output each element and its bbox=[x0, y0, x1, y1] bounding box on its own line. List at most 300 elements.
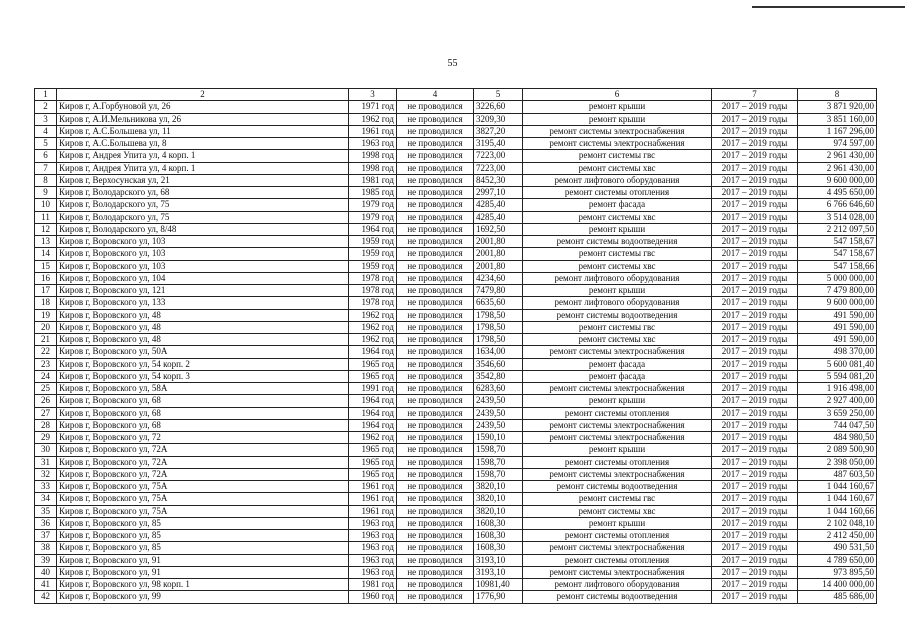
period-cell: 2017 – 2019 годы bbox=[712, 297, 798, 309]
address-cell: Киров г, Андрея Упита ул, 4 корп. 1 bbox=[57, 162, 349, 174]
last-repair-cell: не проводился bbox=[397, 517, 474, 529]
cost-cell: 547 158,67 bbox=[798, 236, 877, 248]
column-number: 1 bbox=[35, 89, 57, 101]
build-year-cell: 1961 год bbox=[349, 125, 397, 137]
address-cell: Киров г, Воровского ул, 72А bbox=[57, 456, 349, 468]
build-year-cell: 1963 год bbox=[349, 517, 397, 529]
period-cell: 2017 – 2019 годы bbox=[712, 334, 798, 346]
address-cell: Киров г, Воровского ул, 121 bbox=[57, 285, 349, 297]
work-type-cell: ремонт лифтового оборудования bbox=[523, 174, 712, 186]
period-cell: 2017 – 2019 годы bbox=[712, 493, 798, 505]
work-type-cell: ремонт системы гвс bbox=[523, 493, 712, 505]
cost-cell: 744 047,50 bbox=[798, 419, 877, 431]
table-row bbox=[35, 432, 877, 444]
area-cell: 3226,60 bbox=[474, 101, 523, 113]
address-cell: Киров г, Воровского ул, 85 bbox=[57, 542, 349, 554]
period-cell: 2017 – 2019 годы bbox=[712, 223, 798, 235]
work-type-cell: ремонт системы гвс bbox=[523, 248, 712, 260]
last-repair-cell: не проводился bbox=[397, 505, 474, 517]
table-row bbox=[35, 248, 877, 260]
last-repair-cell: не проводился bbox=[397, 370, 474, 382]
last-repair-cell: не проводился bbox=[397, 285, 474, 297]
area-cell: 2001,80 bbox=[474, 248, 523, 260]
area-cell: 3542,80 bbox=[474, 370, 523, 382]
area-cell: 1608,30 bbox=[474, 530, 523, 542]
work-type-cell: ремонт системы отопления bbox=[523, 530, 712, 542]
address-cell: Киров г, Воровского ул, 50А bbox=[57, 346, 349, 358]
row-number-cell: 8 bbox=[35, 174, 57, 186]
area-cell: 1598,70 bbox=[474, 468, 523, 480]
cost-cell: 973 895,50 bbox=[798, 566, 877, 578]
build-year-cell: 1985 год bbox=[349, 187, 397, 199]
area-cell: 2001,80 bbox=[474, 260, 523, 272]
cost-cell: 491 590,00 bbox=[798, 309, 877, 321]
row-number-cell: 33 bbox=[35, 481, 57, 493]
area-cell: 4285,40 bbox=[474, 211, 523, 223]
address-cell: Киров г, А.Горбуновой ул, 26 bbox=[57, 101, 349, 113]
address-cell: Киров г, Воровского ул, 48 bbox=[57, 321, 349, 333]
period-cell: 2017 – 2019 годы bbox=[712, 260, 798, 272]
build-year-cell: 1962 год bbox=[349, 321, 397, 333]
work-type-cell: ремонт крыши bbox=[523, 444, 712, 456]
period-cell: 2017 – 2019 годы bbox=[712, 579, 798, 591]
table-row bbox=[35, 358, 877, 370]
row-number-cell: 7 bbox=[35, 162, 57, 174]
work-type-cell: ремонт системы электроснабжения bbox=[523, 542, 712, 554]
table-row bbox=[35, 321, 877, 333]
cost-cell: 1 044 160,67 bbox=[798, 493, 877, 505]
work-type-cell: ремонт системы хвс bbox=[523, 334, 712, 346]
build-year-cell: 1965 год bbox=[349, 370, 397, 382]
cost-cell: 4 495 650,00 bbox=[798, 187, 877, 199]
address-cell: Киров г, Воровского ул, 72А bbox=[57, 444, 349, 456]
row-number-cell: 6 bbox=[35, 150, 57, 162]
build-year-cell: 1962 год bbox=[349, 113, 397, 125]
column-number: 6 bbox=[523, 89, 712, 101]
row-number-cell: 26 bbox=[35, 395, 57, 407]
area-cell: 1608,30 bbox=[474, 517, 523, 529]
cost-cell: 2 102 048,10 bbox=[798, 517, 877, 529]
address-cell: Киров г, Воровского ул, 72 bbox=[57, 432, 349, 444]
address-cell: Киров г, Воровского ул, 98 корп. 1 bbox=[57, 579, 349, 591]
area-cell: 1634,00 bbox=[474, 346, 523, 358]
row-number-cell: 27 bbox=[35, 407, 57, 419]
table-body bbox=[35, 101, 877, 603]
table-row bbox=[35, 505, 877, 517]
cost-cell: 2 398 050,00 bbox=[798, 456, 877, 468]
column-number: 8 bbox=[798, 89, 877, 101]
address-cell: Киров г, Воровского ул, 58А bbox=[57, 383, 349, 395]
build-year-cell: 1964 год bbox=[349, 223, 397, 235]
period-cell: 2017 – 2019 годы bbox=[712, 481, 798, 493]
table-row bbox=[35, 579, 877, 591]
work-type-cell: ремонт системы электроснабжения bbox=[523, 125, 712, 137]
area-cell: 3820,10 bbox=[474, 505, 523, 517]
work-type-cell: ремонт системы электроснабжения bbox=[523, 432, 712, 444]
address-cell: Киров г, Воровского ул, 54 корп. 2 bbox=[57, 358, 349, 370]
table-row bbox=[35, 260, 877, 272]
cost-cell: 1 167 296,00 bbox=[798, 125, 877, 137]
table-row bbox=[35, 481, 877, 493]
build-year-cell: 1978 год bbox=[349, 297, 397, 309]
area-cell: 1692,50 bbox=[474, 223, 523, 235]
last-repair-cell: не проводился bbox=[397, 591, 474, 603]
column-number: 2 bbox=[57, 89, 349, 101]
table-row bbox=[35, 370, 877, 382]
period-cell: 2017 – 2019 годы bbox=[712, 174, 798, 186]
build-year-cell: 1962 год bbox=[349, 334, 397, 346]
last-repair-cell: не проводился bbox=[397, 321, 474, 333]
build-year-cell: 1965 год bbox=[349, 444, 397, 456]
area-cell: 6283,60 bbox=[474, 383, 523, 395]
area-cell: 6635,60 bbox=[474, 297, 523, 309]
build-year-cell: 1963 год bbox=[349, 138, 397, 150]
cost-cell: 9 600 000,00 bbox=[798, 297, 877, 309]
row-number-cell: 14 bbox=[35, 248, 57, 260]
build-year-cell: 1998 год bbox=[349, 150, 397, 162]
period-cell: 2017 – 2019 годы bbox=[712, 370, 798, 382]
area-cell: 3820,10 bbox=[474, 493, 523, 505]
period-cell: 2017 – 2019 годы bbox=[712, 236, 798, 248]
address-cell: Киров г, Воровского ул, 72А bbox=[57, 468, 349, 480]
address-cell: Киров г, Верхосунская ул, 21 bbox=[57, 174, 349, 186]
work-type-cell: ремонт крыши bbox=[523, 223, 712, 235]
cost-cell: 5 594 081,20 bbox=[798, 370, 877, 382]
period-cell: 2017 – 2019 годы bbox=[712, 272, 798, 284]
table-row bbox=[35, 395, 877, 407]
build-year-cell: 1991 год bbox=[349, 383, 397, 395]
build-year-cell: 1963 год bbox=[349, 542, 397, 554]
cost-cell: 1 916 498,00 bbox=[798, 383, 877, 395]
column-number: 3 bbox=[349, 89, 397, 101]
row-number-cell: 17 bbox=[35, 285, 57, 297]
last-repair-cell: не проводился bbox=[397, 150, 474, 162]
table-row bbox=[35, 101, 877, 113]
cost-cell: 487 603,50 bbox=[798, 468, 877, 480]
build-year-cell: 1979 год bbox=[349, 211, 397, 223]
period-cell: 2017 – 2019 годы bbox=[712, 162, 798, 174]
cost-cell: 9 600 000,00 bbox=[798, 174, 877, 186]
area-cell: 7223,00 bbox=[474, 162, 523, 174]
last-repair-cell: не проводился bbox=[397, 162, 474, 174]
last-repair-cell: не проводился bbox=[397, 248, 474, 260]
work-type-cell: ремонт системы отопления bbox=[523, 407, 712, 419]
cost-cell: 490 531,50 bbox=[798, 542, 877, 554]
table-row bbox=[35, 199, 877, 211]
period-cell: 2017 – 2019 годы bbox=[712, 554, 798, 566]
row-number-cell: 31 bbox=[35, 456, 57, 468]
address-cell: Киров г, Воровского ул, 103 bbox=[57, 248, 349, 260]
work-type-cell: ремонт системы водоотведения bbox=[523, 309, 712, 321]
cost-cell: 2 961 430,00 bbox=[798, 162, 877, 174]
cost-cell: 484 980,50 bbox=[798, 432, 877, 444]
cost-cell: 1 044 160,67 bbox=[798, 481, 877, 493]
table-row bbox=[35, 493, 877, 505]
column-number: 5 bbox=[474, 89, 523, 101]
cost-cell: 5 600 081,40 bbox=[798, 358, 877, 370]
cost-cell: 974 597,00 bbox=[798, 138, 877, 150]
last-repair-cell: не проводился bbox=[397, 456, 474, 468]
repair-register-table bbox=[34, 88, 877, 604]
table-row bbox=[35, 591, 877, 603]
last-repair-cell: не проводился bbox=[397, 125, 474, 137]
row-number-cell: 25 bbox=[35, 383, 57, 395]
row-number-cell: 13 bbox=[35, 236, 57, 248]
area-cell: 2439,50 bbox=[474, 407, 523, 419]
area-cell: 2997,10 bbox=[474, 187, 523, 199]
period-cell: 2017 – 2019 годы bbox=[712, 138, 798, 150]
period-cell: 2017 – 2019 годы bbox=[712, 468, 798, 480]
last-repair-cell: не проводился bbox=[397, 260, 474, 272]
period-cell: 2017 – 2019 годы bbox=[712, 211, 798, 223]
work-type-cell: ремонт системы хвс bbox=[523, 162, 712, 174]
address-cell: Киров г, Воровского ул, 54 корп. 3 bbox=[57, 370, 349, 382]
cost-cell: 2 089 500,90 bbox=[798, 444, 877, 456]
last-repair-cell: не проводился bbox=[397, 493, 474, 505]
period-cell: 2017 – 2019 годы bbox=[712, 407, 798, 419]
row-number-cell: 41 bbox=[35, 579, 57, 591]
last-repair-cell: не проводился bbox=[397, 358, 474, 370]
period-cell: 2017 – 2019 годы bbox=[712, 113, 798, 125]
period-cell: 2017 – 2019 годы bbox=[712, 187, 798, 199]
table-row bbox=[35, 566, 877, 578]
table-row bbox=[35, 383, 877, 395]
work-type-cell: ремонт системы электроснабжения bbox=[523, 383, 712, 395]
last-repair-cell: не проводился bbox=[397, 187, 474, 199]
table-row bbox=[35, 468, 877, 480]
build-year-cell: 1964 год bbox=[349, 407, 397, 419]
period-cell: 2017 – 2019 годы bbox=[712, 591, 798, 603]
cost-cell: 2 212 097,50 bbox=[798, 223, 877, 235]
build-year-cell: 1961 год bbox=[349, 481, 397, 493]
work-type-cell: ремонт системы отопления bbox=[523, 554, 712, 566]
address-cell: Киров г, Воровского ул, 133 bbox=[57, 297, 349, 309]
last-repair-cell: не проводился bbox=[397, 223, 474, 235]
area-cell: 3193,10 bbox=[474, 554, 523, 566]
last-repair-cell: не проводился bbox=[397, 334, 474, 346]
row-number-cell: 2 bbox=[35, 101, 57, 113]
period-cell: 2017 – 2019 годы bbox=[712, 101, 798, 113]
area-cell: 3546,60 bbox=[474, 358, 523, 370]
build-year-cell: 1979 год bbox=[349, 199, 397, 211]
row-number-cell: 30 bbox=[35, 444, 57, 456]
period-cell: 2017 – 2019 годы bbox=[712, 125, 798, 137]
period-cell: 2017 – 2019 годы bbox=[712, 309, 798, 321]
cost-cell: 2 412 450,00 bbox=[798, 530, 877, 542]
address-cell: Киров г, А.И.Мельникова ул, 26 bbox=[57, 113, 349, 125]
table-row bbox=[35, 272, 877, 284]
work-type-cell: ремонт системы хвс bbox=[523, 505, 712, 517]
address-cell: Киров г, Воровского ул, 68 bbox=[57, 395, 349, 407]
work-type-cell: ремонт системы электроснабжения bbox=[523, 138, 712, 150]
table-row bbox=[35, 444, 877, 456]
period-cell: 2017 – 2019 годы bbox=[712, 199, 798, 211]
cost-cell: 3 871 920,00 bbox=[798, 101, 877, 113]
cost-cell: 1 044 160,66 bbox=[798, 505, 877, 517]
cost-cell: 14 400 000,00 bbox=[798, 579, 877, 591]
work-type-cell: ремонт крыши bbox=[523, 113, 712, 125]
build-year-cell: 1998 год bbox=[349, 162, 397, 174]
build-year-cell: 1963 год bbox=[349, 566, 397, 578]
address-cell: Киров г, Воровского ул, 48 bbox=[57, 334, 349, 346]
last-repair-cell: не проводился bbox=[397, 419, 474, 431]
area-cell: 7223,00 bbox=[474, 150, 523, 162]
build-year-cell: 1963 год bbox=[349, 554, 397, 566]
column-number: 7 bbox=[712, 89, 798, 101]
address-cell: Киров г, Воровского ул, 75А bbox=[57, 493, 349, 505]
build-year-cell: 1962 год bbox=[349, 432, 397, 444]
cost-cell: 7 479 800,00 bbox=[798, 285, 877, 297]
period-cell: 2017 – 2019 годы bbox=[712, 321, 798, 333]
address-cell: Киров г, Андрея Упита ул, 4 корп. 1 bbox=[57, 150, 349, 162]
last-repair-cell: не проводился bbox=[397, 297, 474, 309]
build-year-cell: 1978 год bbox=[349, 272, 397, 284]
period-cell: 2017 – 2019 годы bbox=[712, 358, 798, 370]
row-number-cell: 42 bbox=[35, 591, 57, 603]
address-cell: Киров г, Воровского ул, 104 bbox=[57, 272, 349, 284]
row-number-cell: 29 bbox=[35, 432, 57, 444]
address-cell: Киров г, Воровского ул, 68 bbox=[57, 407, 349, 419]
area-cell: 3820,10 bbox=[474, 481, 523, 493]
build-year-cell: 1959 год bbox=[349, 260, 397, 272]
build-year-cell: 1959 год bbox=[349, 248, 397, 260]
address-cell: Киров г, Воровского ул, 85 bbox=[57, 517, 349, 529]
area-cell: 2439,50 bbox=[474, 419, 523, 431]
last-repair-cell: не проводился bbox=[397, 542, 474, 554]
last-repair-cell: не проводился bbox=[397, 309, 474, 321]
build-year-cell: 1964 год bbox=[349, 346, 397, 358]
work-type-cell: ремонт крыши bbox=[523, 285, 712, 297]
row-number-cell: 35 bbox=[35, 505, 57, 517]
table-row bbox=[35, 407, 877, 419]
cost-cell: 3 514 028,00 bbox=[798, 211, 877, 223]
table-row bbox=[35, 554, 877, 566]
work-type-cell: ремонт крыши bbox=[523, 395, 712, 407]
row-number-cell: 12 bbox=[35, 223, 57, 235]
last-repair-cell: не проводился bbox=[397, 199, 474, 211]
work-type-cell: ремонт фасада bbox=[523, 199, 712, 211]
table-row bbox=[35, 419, 877, 431]
row-number-cell: 19 bbox=[35, 309, 57, 321]
row-number-cell: 21 bbox=[35, 334, 57, 346]
area-cell: 4285,40 bbox=[474, 199, 523, 211]
period-cell: 2017 – 2019 годы bbox=[712, 444, 798, 456]
last-repair-cell: не проводился bbox=[397, 432, 474, 444]
last-repair-cell: не проводился bbox=[397, 101, 474, 113]
row-number-cell: 15 bbox=[35, 260, 57, 272]
period-cell: 2017 – 2019 годы bbox=[712, 285, 798, 297]
last-repair-cell: не проводился bbox=[397, 138, 474, 150]
row-number-cell: 24 bbox=[35, 370, 57, 382]
build-year-cell: 1964 год bbox=[349, 395, 397, 407]
last-repair-cell: не проводился bbox=[397, 530, 474, 542]
address-cell: Киров г, Воровского ул, 68 bbox=[57, 419, 349, 431]
area-cell: 1598,70 bbox=[474, 456, 523, 468]
period-cell: 2017 – 2019 годы bbox=[712, 150, 798, 162]
period-cell: 2017 – 2019 годы bbox=[712, 432, 798, 444]
top-rule bbox=[752, 6, 905, 8]
period-cell: 2017 – 2019 годы bbox=[712, 419, 798, 431]
last-repair-cell: не проводился bbox=[397, 113, 474, 125]
area-cell: 1590,10 bbox=[474, 432, 523, 444]
row-number-cell: 37 bbox=[35, 530, 57, 542]
table-row bbox=[35, 174, 877, 186]
row-number-cell: 16 bbox=[35, 272, 57, 284]
cost-cell: 485 686,00 bbox=[798, 591, 877, 603]
area-cell: 1798,50 bbox=[474, 334, 523, 346]
table-row bbox=[35, 542, 877, 554]
address-cell: Киров г, Воровского ул, 99 bbox=[57, 591, 349, 603]
area-cell: 3209,30 bbox=[474, 113, 523, 125]
row-number-cell: 4 bbox=[35, 125, 57, 137]
table-row bbox=[35, 211, 877, 223]
row-number-cell: 39 bbox=[35, 554, 57, 566]
last-repair-cell: не проводился bbox=[397, 174, 474, 186]
table-row bbox=[35, 517, 877, 529]
work-type-cell: ремонт системы отопления bbox=[523, 456, 712, 468]
cost-cell: 2 927 400,00 bbox=[798, 395, 877, 407]
table-row bbox=[35, 162, 877, 174]
address-cell: Киров г, Володарского ул, 75 bbox=[57, 199, 349, 211]
last-repair-cell: не проводился bbox=[397, 383, 474, 395]
address-cell: Киров г, Володарского ул, 75 bbox=[57, 211, 349, 223]
area-cell: 8452,30 bbox=[474, 174, 523, 186]
cost-cell: 3 851 160,00 bbox=[798, 113, 877, 125]
cost-cell: 547 158,67 bbox=[798, 248, 877, 260]
table-row bbox=[35, 334, 877, 346]
work-type-cell: ремонт фасада bbox=[523, 358, 712, 370]
cost-cell: 491 590,00 bbox=[798, 334, 877, 346]
build-year-cell: 1960 год bbox=[349, 591, 397, 603]
build-year-cell: 1965 год bbox=[349, 456, 397, 468]
last-repair-cell: не проводился bbox=[397, 236, 474, 248]
last-repair-cell: не проводился bbox=[397, 346, 474, 358]
last-repair-cell: не проводился bbox=[397, 468, 474, 480]
column-number-row bbox=[35, 89, 877, 101]
address-cell: Киров г, Володарского ул, 8/48 bbox=[57, 223, 349, 235]
cost-cell: 2 961 430,00 bbox=[798, 150, 877, 162]
work-type-cell: ремонт фасада bbox=[523, 370, 712, 382]
build-year-cell: 1964 год bbox=[349, 419, 397, 431]
work-type-cell: ремонт системы водоотведения bbox=[523, 481, 712, 493]
cost-cell: 6 766 646,60 bbox=[798, 199, 877, 211]
build-year-cell: 1981 год bbox=[349, 579, 397, 591]
build-year-cell: 1961 год bbox=[349, 493, 397, 505]
table-row bbox=[35, 113, 877, 125]
work-type-cell: ремонт системы водоотведения bbox=[523, 236, 712, 248]
row-number-cell: 38 bbox=[35, 542, 57, 554]
period-cell: 2017 – 2019 годы bbox=[712, 346, 798, 358]
cost-cell: 4 789 650,00 bbox=[798, 554, 877, 566]
build-year-cell: 1961 год bbox=[349, 505, 397, 517]
work-type-cell: ремонт лифтового оборудования bbox=[523, 579, 712, 591]
address-cell: Киров г, Воровского ул, 103 bbox=[57, 236, 349, 248]
cost-cell: 498 370,00 bbox=[798, 346, 877, 358]
work-type-cell: ремонт системы хвс bbox=[523, 211, 712, 223]
area-cell: 2001,80 bbox=[474, 236, 523, 248]
work-type-cell: ремонт лифтового оборудования bbox=[523, 272, 712, 284]
build-year-cell: 1962 год bbox=[349, 309, 397, 321]
area-cell: 3193,10 bbox=[474, 566, 523, 578]
row-number-cell: 36 bbox=[35, 517, 57, 529]
period-cell: 2017 – 2019 годы bbox=[712, 530, 798, 542]
row-number-cell: 32 bbox=[35, 468, 57, 480]
address-cell: Киров г, Воровского ул, 103 bbox=[57, 260, 349, 272]
period-cell: 2017 – 2019 годы bbox=[712, 248, 798, 260]
area-cell: 1598,70 bbox=[474, 444, 523, 456]
table-row bbox=[35, 309, 877, 321]
work-type-cell: ремонт системы гвс bbox=[523, 150, 712, 162]
